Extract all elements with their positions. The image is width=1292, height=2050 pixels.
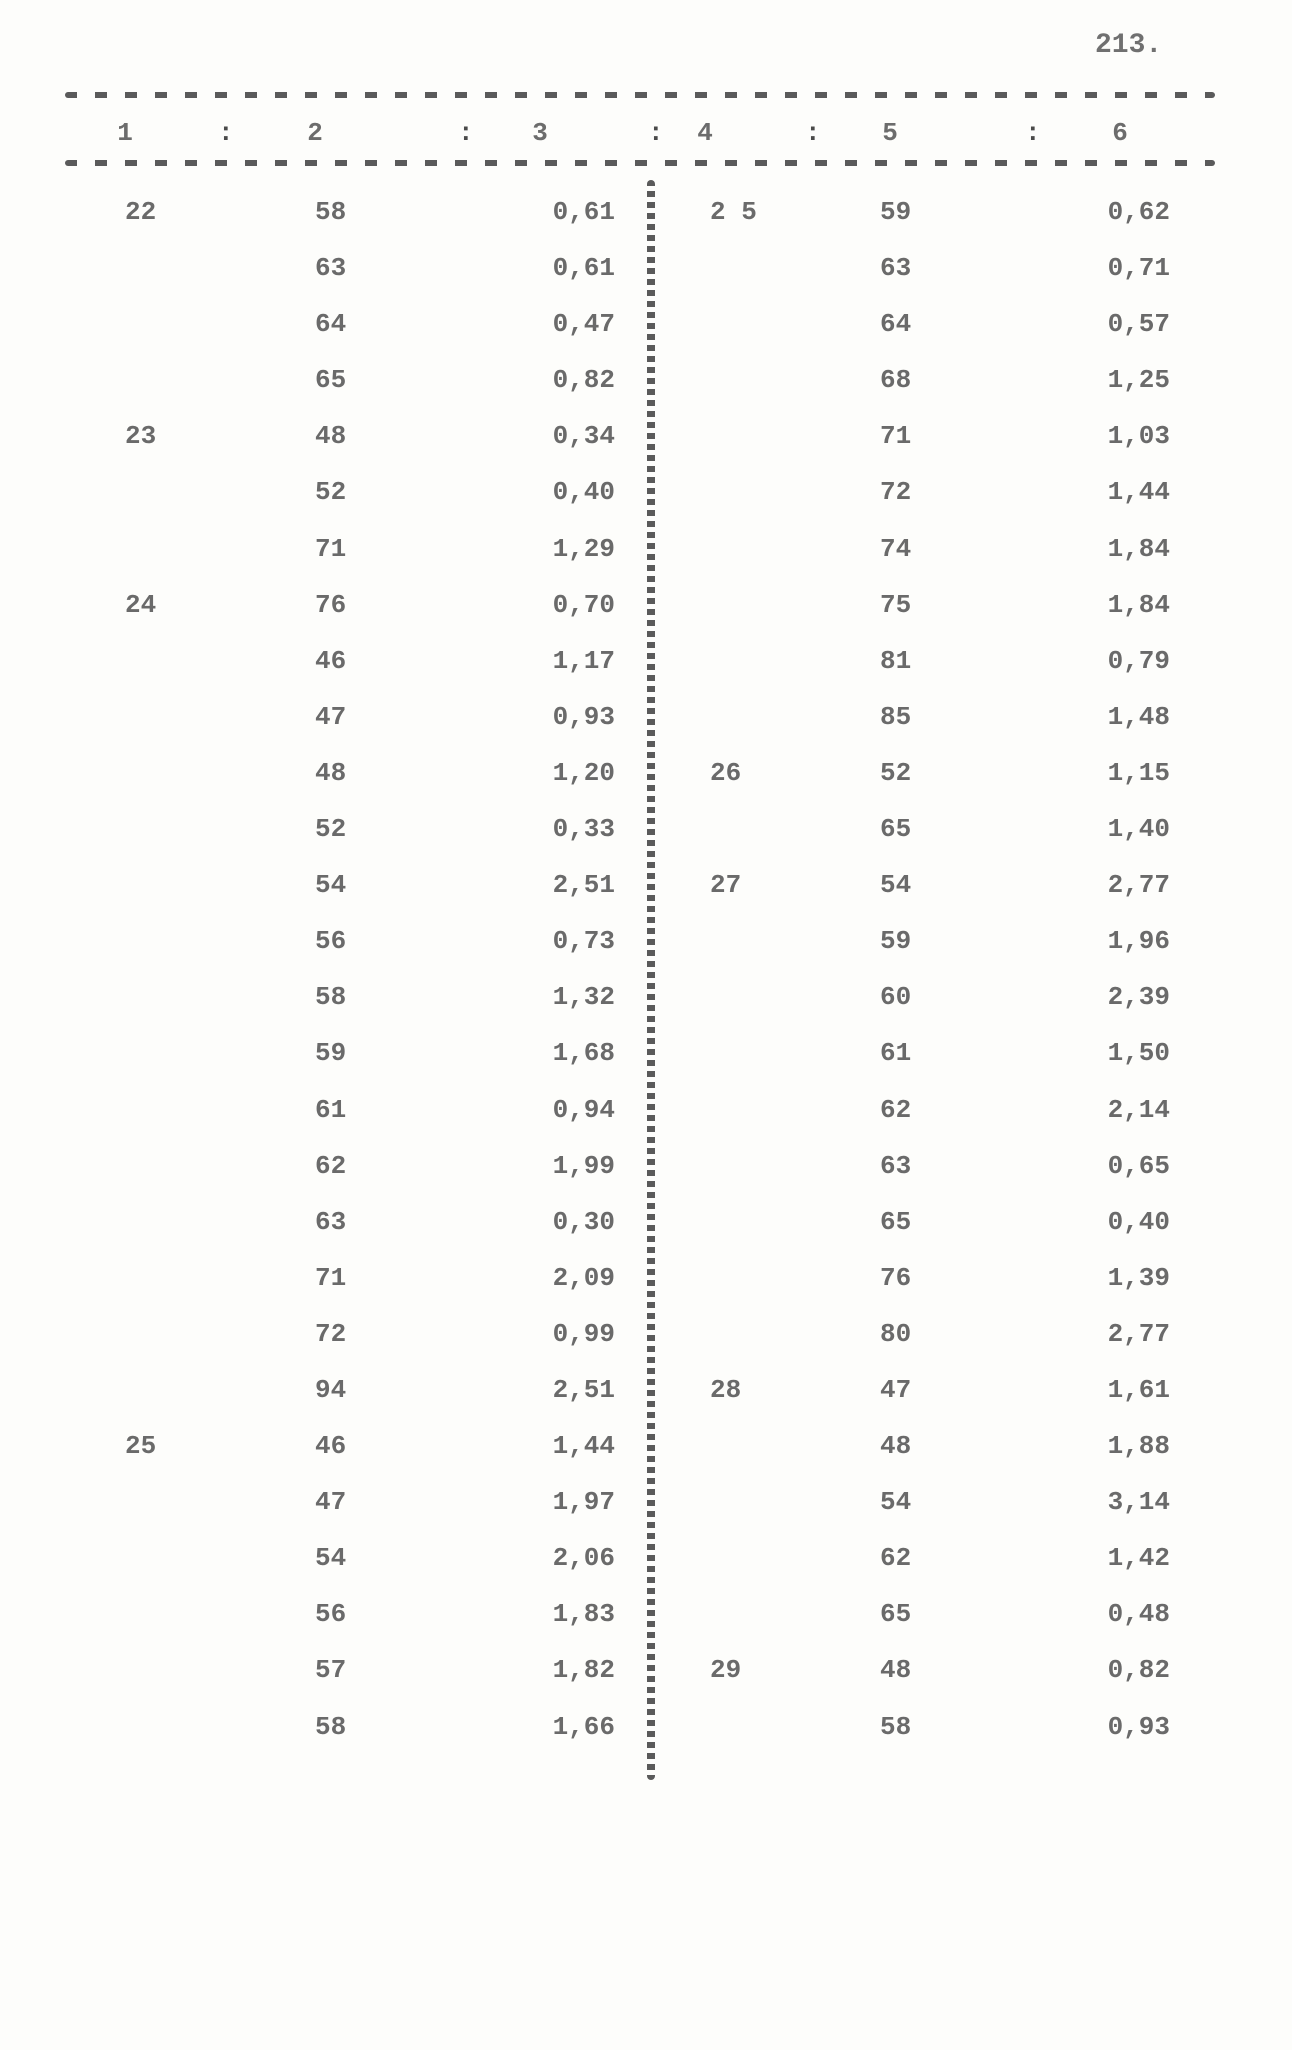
right-number-cell: 72 (880, 477, 912, 508)
left-value-cell: 1,82 (552, 1655, 615, 1686)
table-row (0, 858, 1292, 914)
table-row (0, 297, 1292, 353)
table-row (0, 1587, 1292, 1643)
right-number-cell: 48 (880, 1431, 912, 1462)
column-header-3: 3 (532, 118, 548, 148)
left-number-cell: 47 (315, 1487, 347, 1518)
left-value-cell: 0,99 (552, 1318, 615, 1349)
right-number-cell: 65 (880, 1599, 912, 1630)
left-number-cell: 56 (315, 1599, 347, 1630)
right-number-cell: 54 (880, 870, 912, 901)
left-group-cell: 25 (125, 1431, 157, 1462)
right-number-cell: 63 (880, 253, 912, 284)
left-value-cell: 0,93 (552, 701, 615, 732)
column-header-6: 6 (1112, 118, 1128, 148)
right-number-cell: 62 (880, 1543, 912, 1574)
page-number: 213. (1095, 30, 1163, 61)
table-row (0, 1195, 1292, 1251)
right-value-cell: 1,84 (1107, 533, 1170, 564)
right-value-cell: 1,39 (1107, 1262, 1170, 1293)
right-number-cell: 63 (880, 1150, 912, 1181)
right-number-cell: 52 (880, 757, 912, 788)
right-number-cell: 85 (880, 701, 912, 732)
right-number-cell: 64 (880, 309, 912, 340)
table-row (0, 409, 1292, 465)
left-number-cell: 76 (315, 589, 347, 620)
left-value-cell: 0,82 (552, 365, 615, 396)
right-value-cell: 1,03 (1107, 421, 1170, 452)
left-number-cell: 72 (315, 1318, 347, 1349)
right-value-cell: 0,65 (1107, 1150, 1170, 1181)
left-value-cell: 2,51 (552, 870, 615, 901)
right-value-cell: 1,50 (1107, 1038, 1170, 1069)
column-header-2: 2 (307, 118, 323, 148)
left-group-cell: 23 (125, 421, 157, 452)
table-row (0, 802, 1292, 858)
table-row (0, 1251, 1292, 1307)
left-number-cell: 58 (315, 197, 347, 227)
right-group-cell: 2 5 (710, 197, 757, 227)
left-number-cell: 48 (315, 421, 347, 452)
left-value-cell: 1,44 (552, 1431, 615, 1462)
right-number-cell: 68 (880, 365, 912, 396)
right-value-cell: 0,40 (1107, 1206, 1170, 1237)
right-value-cell: 0,57 (1107, 309, 1170, 340)
right-number-cell: 60 (880, 982, 912, 1013)
right-number-cell: 65 (880, 814, 912, 845)
table-row (0, 1026, 1292, 1082)
left-number-cell: 46 (315, 645, 347, 676)
right-value-cell: 1,25 (1107, 365, 1170, 396)
left-value-cell: 2,09 (552, 1262, 615, 1293)
header-top-rule (65, 92, 1215, 98)
left-number-cell: 46 (315, 1431, 347, 1462)
left-number-cell: 63 (315, 1206, 347, 1237)
right-number-cell: 71 (880, 421, 912, 452)
left-number-cell: 52 (315, 814, 347, 845)
right-value-cell: 2,39 (1107, 982, 1170, 1013)
left-value-cell: 0,61 (552, 253, 615, 284)
right-number-cell: 58 (880, 1711, 912, 1742)
table-row (0, 746, 1292, 802)
column-separator: : (805, 118, 821, 148)
table-row (0, 241, 1292, 297)
left-number-cell: 58 (315, 1711, 347, 1742)
right-value-cell: 1,48 (1107, 701, 1170, 732)
left-number-cell: 61 (315, 1094, 347, 1125)
left-value-cell: 0,30 (552, 1206, 615, 1237)
right-value-cell: 2,77 (1107, 870, 1170, 901)
table-row (0, 465, 1292, 521)
table-row (0, 522, 1292, 578)
right-number-cell: 47 (880, 1374, 912, 1405)
left-value-cell: 0,94 (552, 1094, 615, 1125)
right-value-cell: 1,84 (1107, 589, 1170, 620)
right-value-cell: 3,14 (1107, 1487, 1170, 1518)
right-group-cell: 29 (710, 1655, 742, 1686)
left-number-cell: 58 (315, 982, 347, 1013)
table-row (0, 1083, 1292, 1139)
left-number-cell: 94 (315, 1374, 347, 1405)
right-value-cell: 1,42 (1107, 1543, 1170, 1574)
right-value-cell: 1,40 (1107, 814, 1170, 845)
left-value-cell: 0,70 (552, 589, 615, 620)
table-header (65, 92, 1215, 172)
right-value-cell: 1,15 (1107, 757, 1170, 788)
right-number-cell: 76 (880, 1262, 912, 1293)
left-number-cell: 56 (315, 926, 347, 957)
table-row (0, 1363, 1292, 1419)
column-header-1: 1 (117, 118, 133, 148)
left-value-cell: 1,97 (552, 1487, 615, 1518)
table-row (0, 1139, 1292, 1195)
left-number-cell: 59 (315, 1038, 347, 1069)
column-separator: : (458, 118, 474, 148)
column-separator: : (648, 118, 664, 148)
table-row (0, 970, 1292, 1026)
right-number-cell: 59 (880, 926, 912, 957)
table-row (0, 578, 1292, 634)
left-value-cell: 1,17 (552, 645, 615, 676)
left-number-cell: 54 (315, 1543, 347, 1574)
left-value-cell: 0,61 (552, 197, 615, 227)
right-value-cell: 0,93 (1107, 1711, 1170, 1742)
right-number-cell: 81 (880, 645, 912, 676)
table-row (0, 1419, 1292, 1475)
right-value-cell: 1,88 (1107, 1431, 1170, 1462)
left-value-cell: 1,32 (552, 982, 615, 1013)
table-row (0, 1531, 1292, 1587)
right-value-cell: 1,44 (1107, 477, 1170, 508)
left-number-cell: 54 (315, 870, 347, 901)
right-group-cell: 26 (710, 757, 742, 788)
left-value-cell: 2,06 (552, 1543, 615, 1574)
left-value-cell: 2,51 (552, 1374, 615, 1405)
right-number-cell: 65 (880, 1206, 912, 1237)
left-number-cell: 52 (315, 477, 347, 508)
right-value-cell: 0,48 (1107, 1599, 1170, 1630)
right-value-cell: 0,62 (1107, 197, 1170, 227)
left-value-cell: 1,20 (552, 757, 615, 788)
left-value-cell: 1,66 (552, 1711, 615, 1742)
right-number-cell: 80 (880, 1318, 912, 1349)
left-number-cell: 62 (315, 1150, 347, 1181)
left-number-cell: 63 (315, 253, 347, 284)
right-number-cell: 54 (880, 1487, 912, 1518)
left-value-cell: 0,34 (552, 421, 615, 452)
left-value-cell: 1,99 (552, 1150, 615, 1181)
right-number-cell: 75 (880, 589, 912, 620)
column-separator: : (218, 118, 234, 148)
table-row (0, 1475, 1292, 1531)
right-value-cell: 1,61 (1107, 1374, 1170, 1405)
table-row (0, 185, 1292, 241)
left-number-cell: 47 (315, 701, 347, 732)
left-value-cell: 0,47 (552, 309, 615, 340)
right-group-cell: 27 (710, 870, 742, 901)
left-number-cell: 71 (315, 1262, 347, 1293)
right-value-cell: 0,79 (1107, 645, 1170, 676)
right-number-cell: 62 (880, 1094, 912, 1125)
table-row (0, 914, 1292, 970)
right-number-cell: 74 (880, 533, 912, 564)
left-group-cell: 24 (125, 589, 157, 620)
column-header-4: 4 (697, 118, 713, 148)
table-row (0, 634, 1292, 690)
left-value-cell: 0,73 (552, 926, 615, 957)
left-value-cell: 0,40 (552, 477, 615, 508)
column-header-5: 5 (882, 118, 898, 148)
right-value-cell: 2,77 (1107, 1318, 1170, 1349)
right-number-cell: 61 (880, 1038, 912, 1069)
right-value-cell: 2,14 (1107, 1094, 1170, 1125)
left-value-cell: 1,29 (552, 533, 615, 564)
left-value-cell: 1,83 (552, 1599, 615, 1630)
right-value-cell: 1,96 (1107, 926, 1170, 957)
table-row (0, 690, 1292, 746)
left-number-cell: 64 (315, 309, 347, 340)
table-row (0, 1307, 1292, 1363)
left-number-cell: 71 (315, 533, 347, 564)
table-row (0, 1700, 1292, 1756)
left-value-cell: 0,33 (552, 814, 615, 845)
right-value-cell: 0,82 (1107, 1655, 1170, 1686)
left-group-cell: 22 (125, 197, 157, 227)
left-number-cell: 48 (315, 757, 347, 788)
table-row (0, 353, 1292, 409)
left-number-cell: 65 (315, 365, 347, 396)
right-value-cell: 0,71 (1107, 253, 1170, 284)
left-value-cell: 1,68 (552, 1038, 615, 1069)
table-body (0, 185, 1292, 1756)
right-group-cell: 28 (710, 1374, 742, 1405)
right-number-cell: 48 (880, 1655, 912, 1686)
left-number-cell: 57 (315, 1655, 347, 1686)
table-row (0, 1643, 1292, 1699)
header-bottom-rule (65, 160, 1215, 166)
column-separator: : (1025, 118, 1041, 148)
right-number-cell: 59 (880, 197, 912, 227)
